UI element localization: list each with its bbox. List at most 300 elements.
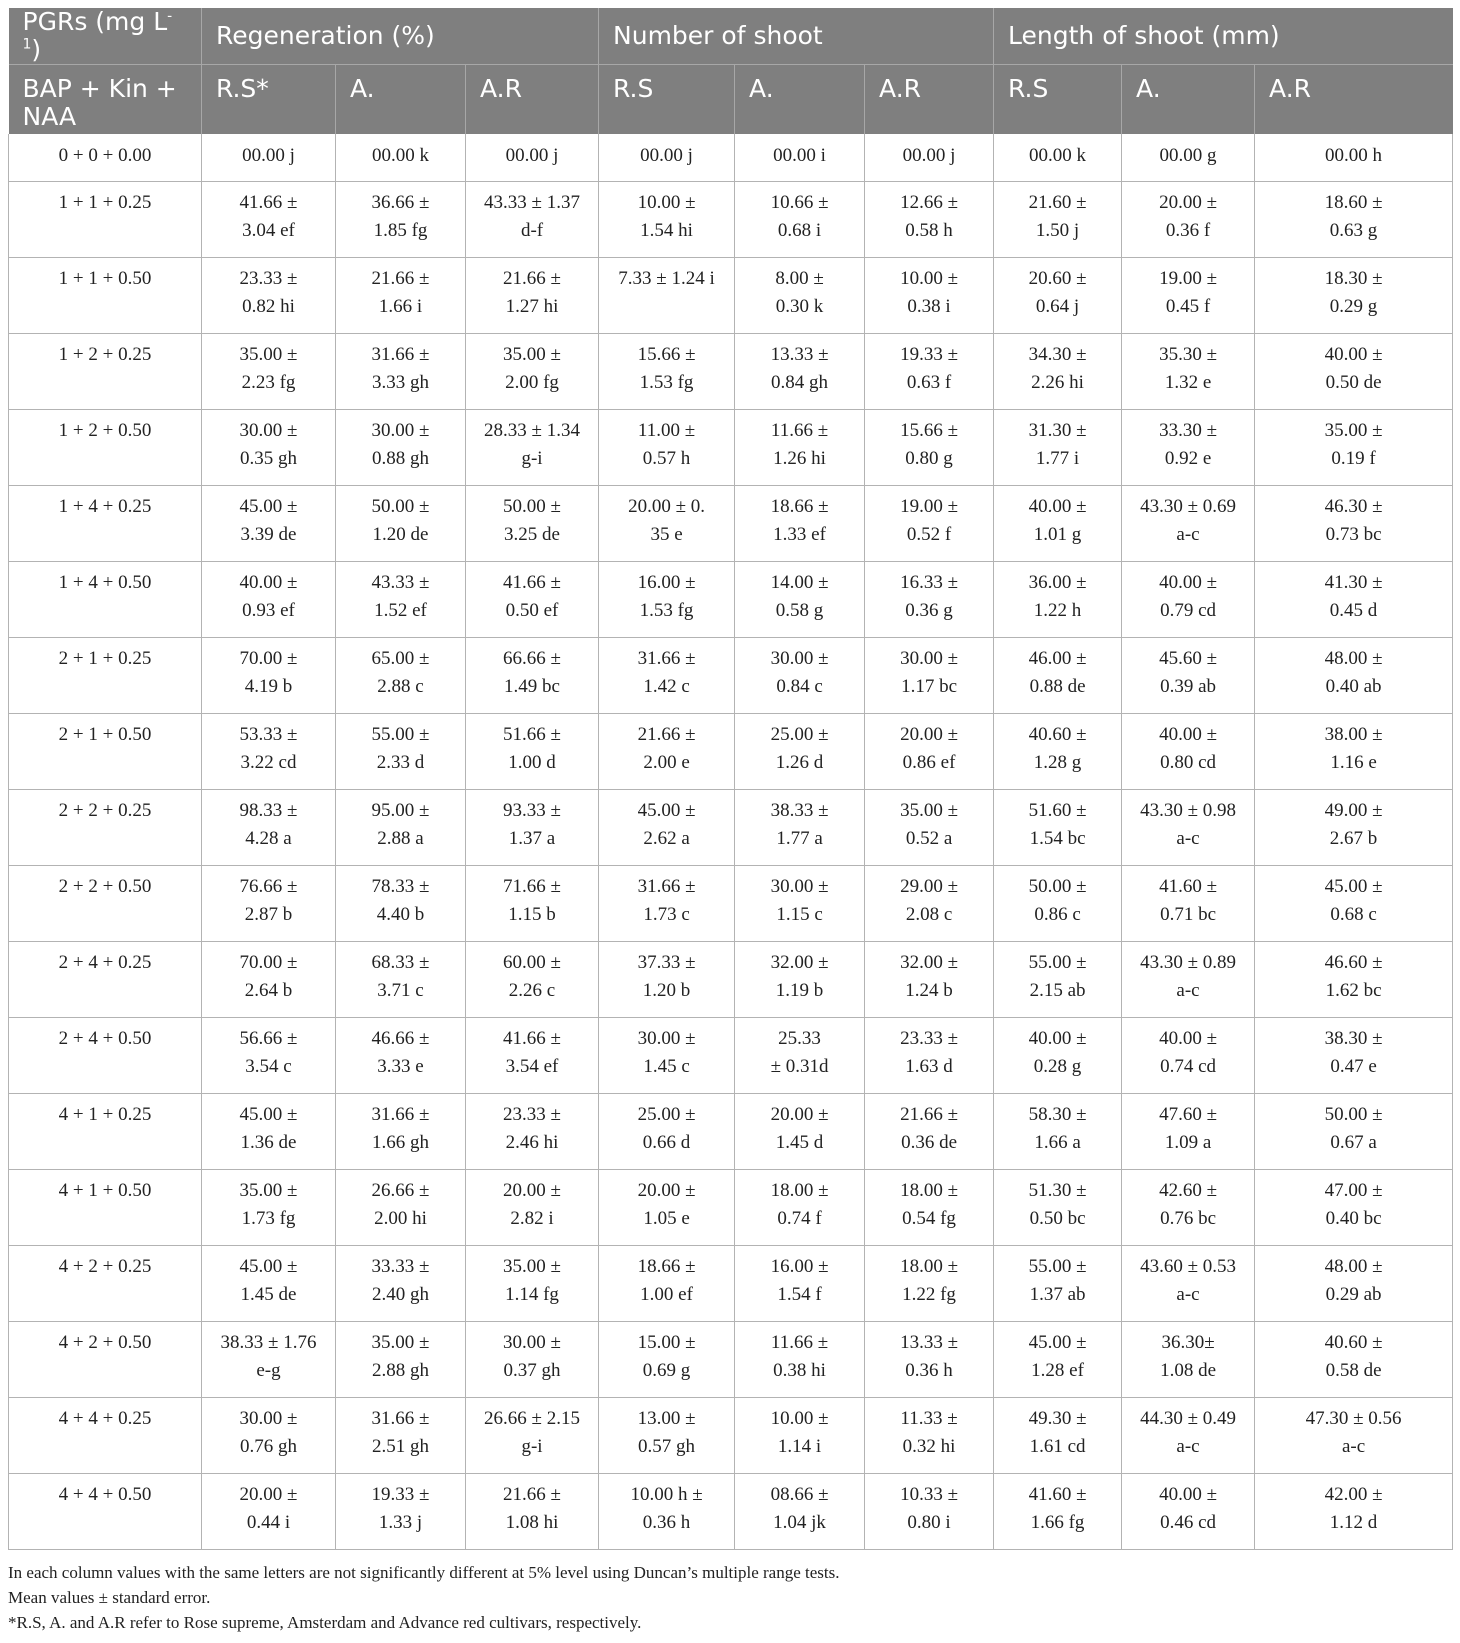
value-line: d-f [520,220,544,241]
value-cell [336,1474,466,1550]
value-line: 1.28 g [1033,752,1082,773]
value-line: 11.66 ± [770,1332,829,1353]
value-line: 34.30 ± [1028,344,1087,365]
value-line: 40.00 ± [1159,1484,1217,1505]
value-cell [599,410,735,486]
value-line: 16.33 ± [900,572,958,593]
value-cell [994,714,1122,790]
value-line: 00.00 k [1029,144,1087,166]
value-cell [202,714,336,790]
value-line: 42.00 ± [1324,1484,1383,1505]
value-line: 1.15 b [508,904,556,925]
value-cell [735,182,865,258]
value-line: 13.33 ± [770,344,829,365]
value-cell [994,182,1122,258]
header-row-groups [9,8,1453,65]
value-line: 0.50 de [1325,372,1382,393]
value-line: 1.37 ab [1029,1284,1086,1305]
value-line: 1.00 d [508,752,556,773]
value-line: 1.37 a [508,828,556,849]
value-line: 1.08 hi [505,1512,559,1533]
value-line: 00.00 j [640,144,693,166]
value-line: g-i [521,448,543,469]
value-cell [202,258,336,334]
value-line: 0.80 cd [1160,752,1216,773]
value-cell [865,1094,994,1170]
value-line: 0.57 gh [638,1436,696,1457]
value-cell [865,1170,994,1246]
value-cell [865,1474,994,1550]
value-line: 0.74 f [777,1208,822,1229]
value-cell [466,1398,599,1474]
value-line: 16.00 ± [770,1256,829,1277]
value-cell [865,486,994,562]
value-line: 55.00 ± [1028,952,1087,973]
value-cell [599,866,735,942]
value-line: 1.24 b [905,980,953,1001]
value-line: 13.00 ± [637,1408,696,1429]
value-line: 31.66 ± [371,1408,430,1429]
value-line: 1.22 fg [902,1284,956,1305]
value-line: 8.00 ± [775,268,824,289]
value-line: 31.30 ± [1028,420,1087,441]
value-line: 1.22 h [1033,600,1082,621]
value-line: 25.00 ± [637,1104,696,1125]
value-cell [735,562,865,638]
value-line: 31.66 ± [637,876,696,897]
value-line: 20.00 ± [239,1484,298,1505]
header-pgrs: PGRs (mg $L^{-1}$) [9,8,202,65]
value-line: 55.00 ± [371,724,430,745]
value-line: 18.66 ± [770,496,829,517]
value-line: 4.28 a [245,828,292,849]
value-line: 3.25 de [504,524,560,545]
value-line: 0.19 f [1331,448,1376,469]
value-line: 2.46 hi [505,1132,559,1153]
value-cell [994,1398,1122,1474]
value-line: 1.05 e [643,1208,690,1229]
value-line: 35.30 ± [1159,344,1217,365]
value-line: 7.33 ± 1.24 i [618,268,715,289]
value-line: 41.66 ± [503,1028,561,1049]
value-line: 1.20 b [642,980,691,1001]
value-line: 1.15 c [776,904,823,925]
value-line: 0.88 de [1029,676,1086,697]
value-cell [1122,182,1255,258]
value-cell [735,866,865,942]
value-cell [865,562,994,638]
value-cell [994,942,1122,1018]
value-line: 40.00 ± [1159,1028,1217,1049]
header-number-of-shoot: Number of shoot [599,8,994,65]
value-line: 43.30 ± 0.98 [1140,800,1236,821]
value-line: 0.36 de [901,1132,957,1153]
value-line: 1.42 c [643,676,690,697]
pgr-combination-cell: 2 + 4 + 0.50 [9,1018,202,1094]
table-row [9,942,1453,1018]
value-line: 1.45 c [643,1056,690,1077]
value-line: 1.54 bc [1029,828,1086,849]
value-line: 2.62 a [643,828,690,849]
value-line: 3.33 gh [372,372,429,393]
value-line: 0.38 hi [773,1360,826,1381]
value-line: 1.26 d [775,752,824,773]
value-line: 16.00 ± [637,572,696,593]
value-cell [1255,638,1453,714]
value-cell [1122,1474,1255,1550]
value-line: 41.30 ± [1324,572,1383,593]
value-line: 1.49 bc [504,676,560,697]
value-line: 43.30 ± 0.89 [1140,952,1236,973]
value-line: 47.60 ± [1159,1104,1217,1125]
value-line: 38.33 ± [770,800,829,821]
value-line: 18.00 ± [770,1180,829,1201]
value-line: 70.00 ± [239,648,298,669]
value-cell [202,866,336,942]
value-line: 1.61 cd [1029,1436,1086,1457]
value-line: 21.66 ± [637,724,696,745]
value-line: 2.88 c [377,676,424,697]
value-cell [336,486,466,562]
value-cell [1255,562,1453,638]
value-line: 50.00 ± [1028,876,1087,897]
value-line: a-c [1176,1284,1200,1305]
value-line: 20.00 ± [503,1180,561,1201]
value-cell [865,1322,994,1398]
note-mean-values: Mean values ± standard error. [8,1588,211,1607]
value-cell [336,258,466,334]
results-table [8,8,1453,1550]
value-line: 66.66 ± [503,648,561,669]
value-cell [994,486,1122,562]
table-row [9,1246,1453,1322]
value-line: 0.88 gh [372,448,429,469]
value-cell [1255,1170,1453,1246]
value-line: 00.00 j [242,144,295,166]
value-line: 38.30 ± [1324,1028,1383,1049]
value-line: 00.00 k [372,144,429,166]
table-row [9,790,1453,866]
value-cell [336,714,466,790]
value-cell [336,1094,466,1170]
value-line: 0.29 ab [1325,1284,1382,1305]
value-line: 23.33 ± [239,268,298,289]
value-cell [599,1322,735,1398]
value-cell [1255,182,1453,258]
value-line: 25.00 ± [770,724,829,745]
value-line: 30.00 ± [503,1332,561,1353]
value-line: 2.15 ab [1029,980,1086,1001]
value-line: 31.66 ± [637,648,696,669]
value-line: 50.00 ± [371,496,430,517]
value-line: 19.00 ± [1159,268,1217,289]
value-cell [202,486,336,562]
pgr-combination-cell: 2 + 1 + 0.25 [9,638,202,714]
value-line: 0.29 g [1329,296,1378,317]
value-cell [994,1018,1122,1094]
value-line: 1.66 gh [372,1132,429,1153]
value-line: 48.00 ± [1324,1256,1383,1277]
value-line: 0.84 c [776,676,823,697]
value-line: 11.33 ± [900,1408,958,1429]
value-line: 2.51 gh [372,1436,429,1457]
note-duncan: In each column values with the same letters are not significantly different at 5% level using Duncan’s multiple range tests. [8,1563,840,1582]
value-line: 0.57 h [642,448,691,469]
value-line: 2.33 d [376,752,425,773]
value-line: 2.00 e [643,752,690,773]
header-length-rs: R.S [994,65,1122,134]
value-line: 1.66 fg [1030,1512,1085,1533]
value-cell [599,1474,735,1550]
value-cell [336,1322,466,1398]
value-cell [735,1246,865,1322]
value-line: 23.33 ± [503,1104,561,1125]
value-line: 36.00 ± [1028,572,1087,593]
value-line: 29.00 ± [900,876,958,897]
table-row [9,1398,1453,1474]
value-line: 11.66 ± [770,420,829,441]
value-cell [336,1398,466,1474]
value-line: 15.66 ± [900,420,958,441]
value-line: 2.26 c [508,980,556,1001]
value-line: 30.00 ± [770,648,829,669]
value-line: 00.00 h [1325,144,1383,166]
value-cell [994,638,1122,714]
value-line: 42.60 ± [1159,1180,1217,1201]
value-line: 36.30± [1161,1332,1215,1353]
value-line: 43.30 ± 0.69 [1140,496,1236,517]
value-cell [865,1246,994,1322]
document [8,8,1452,1635]
value-line: 40.60 ± [1028,724,1087,745]
value-cell [1255,258,1453,334]
value-line: 38.00 ± [1324,724,1383,745]
pgr-combination-cell: 4 + 1 + 0.50 [9,1170,202,1246]
header-combination: BAP + Kin + NAA [9,65,202,134]
value-cell [1122,486,1255,562]
value-line: 45.00 ± [1028,1332,1087,1353]
value-cell [994,866,1122,942]
value-line: 65.00 ± [371,648,430,669]
value-cell [336,410,466,486]
value-line: 20.00 ± [770,1104,829,1125]
value-cell [865,638,994,714]
table-row [9,410,1453,486]
value-cell [336,134,466,182]
value-cell [735,714,865,790]
value-cell [466,638,599,714]
value-line: 46.66 ± [371,1028,430,1049]
value-line: 43.33 ± [371,572,430,593]
value-cell [1255,1398,1453,1474]
value-cell [336,790,466,866]
value-cell [1122,866,1255,942]
pgr-combination-cell: 2 + 2 + 0.50 [9,866,202,942]
value-cell [202,134,336,182]
value-line: 0.71 bc [1160,904,1216,925]
value-cell [336,1018,466,1094]
pgr-combination-cell: 1 + 1 + 0.50 [9,258,202,334]
value-line: a-c [1176,524,1200,545]
pgr-combination-cell: 4 + 4 + 0.25 [9,1398,202,1474]
value-cell [865,134,994,182]
value-line: 0.35 gh [240,448,297,469]
value-cell [202,1094,336,1170]
value-line: 1.63 d [905,1056,953,1077]
value-line: 1.73 fg [241,1208,296,1229]
table-row [9,1094,1453,1170]
value-line: 0.68 c [1330,904,1377,925]
value-line: 4.19 b [244,676,293,697]
value-cell [735,1094,865,1170]
value-cell [1122,638,1255,714]
pgr-combination-cell: 2 + 2 + 0.25 [9,790,202,866]
value-line: 20.00 ± 0. [628,496,705,517]
value-line: 0.36 f [1165,220,1211,241]
value-cell [1122,134,1255,182]
value-cell [202,562,336,638]
value-line: 41.66 ± [503,572,561,593]
pgr-combination-cell: 4 + 2 + 0.25 [9,1246,202,1322]
value-line: 0.38 i [907,296,951,317]
value-cell [1122,1322,1255,1398]
value-line: 26.66 ± 2.15 [484,1408,580,1429]
value-line: 49.30 ± [1028,1408,1087,1429]
value-line: 0.45 f [1165,296,1211,317]
value-line: 0.63 g [1329,220,1378,241]
value-line: 60.00 ± [503,952,561,973]
value-cell [994,1246,1122,1322]
value-cell [466,134,599,182]
value-line: 0.74 cd [1160,1056,1216,1077]
value-cell [599,1398,735,1474]
header-regeneration-a: A. [336,65,466,134]
value-line: 0.30 k [775,296,824,317]
value-cell [1122,790,1255,866]
value-line: 0.93 ef [242,600,295,621]
value-line: 14.00 ± [770,572,829,593]
value-line: 0.63 f [906,372,952,393]
value-cell [599,714,735,790]
value-line: 0.36 h [642,1512,691,1533]
value-line: 1.09 a [1164,1132,1212,1153]
value-line: 40.00 ± [1159,572,1217,593]
value-line: 10.66 ± [770,192,829,213]
value-line: 43.60 ± 0.53 [1140,1256,1236,1277]
value-line: 32.00 ± [900,952,958,973]
value-line: 1.54 f [777,1284,822,1305]
table-row [9,714,1453,790]
value-line: 1.53 fg [639,600,694,621]
value-line: 15.66 ± [637,344,696,365]
value-line: 2.82 i [510,1208,554,1229]
value-cell [202,1322,336,1398]
value-cell [865,334,994,410]
value-cell [202,334,336,410]
value-cell [336,866,466,942]
value-cell [202,942,336,1018]
value-cell [599,182,735,258]
value-line: 35.00 ± [900,800,958,821]
value-cell [599,134,735,182]
value-line: 41.66 ± [239,192,298,213]
value-cell [735,1474,865,1550]
table-row [9,134,1453,182]
value-line: 1.19 b [775,980,824,1001]
value-cell [466,1018,599,1094]
value-line: 33.30 ± [1159,420,1217,441]
value-line: 35.00 ± [239,344,298,365]
value-cell [1122,1018,1255,1094]
value-line: 0.76 gh [240,1436,297,1457]
value-line: 46.30 ± [1324,496,1383,517]
value-cell [1255,134,1453,182]
value-line: 0.58 de [1325,1360,1382,1381]
value-line: 0.58 h [905,220,953,241]
value-cell [1122,942,1255,1018]
value-cell [865,866,994,942]
value-line: 45.00 ± [1324,876,1383,897]
value-line: 1.45 d [775,1132,824,1153]
value-line: 10.00 h ± [630,1484,703,1505]
value-line: 35.00 ± [503,1256,561,1277]
value-line: 30.00 ± [239,420,298,441]
value-line: 2.23 fg [241,372,296,393]
value-cell [466,182,599,258]
value-line: 20.00 ± [1159,192,1217,213]
value-line: 13.33 ± [900,1332,958,1353]
value-line: 30.00 ± [371,420,430,441]
value-line: 30.00 ± [637,1028,696,1049]
value-cell [202,182,336,258]
value-line: 35.00 ± [503,344,561,365]
pgr-combination-cell: 1 + 1 + 0.25 [9,182,202,258]
value-line: 0.80 i [907,1512,951,1533]
value-cell [735,486,865,562]
value-line: 0.73 bc [1325,524,1382,545]
value-line: 28.33 ± 1.34 [484,420,580,441]
value-line: 0.86 c [1034,904,1081,925]
value-cell [735,1398,865,1474]
header-number-ar: A.R [865,65,994,134]
value-line: 19.33 ± [371,1484,430,1505]
value-line: 20.60 ± [1028,268,1087,289]
value-line: 70.00 ± [239,952,298,973]
value-line: 0.44 i [246,1512,291,1533]
value-line: 0.50 bc [1029,1208,1086,1229]
value-line: 1.26 hi [773,448,826,469]
value-cell [1122,1170,1255,1246]
value-cell [1255,714,1453,790]
value-cell [1255,1322,1453,1398]
value-cell [735,1170,865,1246]
value-line: 48.00 ± [1324,648,1383,669]
value-cell [599,334,735,410]
value-cell [202,1474,336,1550]
value-cell [466,942,599,1018]
value-line: 0.54 fg [902,1208,956,1229]
header-length-of-shoot: Length of shoot (mm) [994,8,1453,65]
value-line: 0.82 hi [242,296,295,317]
table-row [9,182,1453,258]
value-line: 50.00 ± [503,496,561,517]
value-cell [735,942,865,1018]
value-line: 93.33 ± [503,800,561,821]
value-cell [599,790,735,866]
value-line: 56.66 ± [239,1028,298,1049]
value-line: 20.00 ± [900,724,958,745]
table-row [9,638,1453,714]
